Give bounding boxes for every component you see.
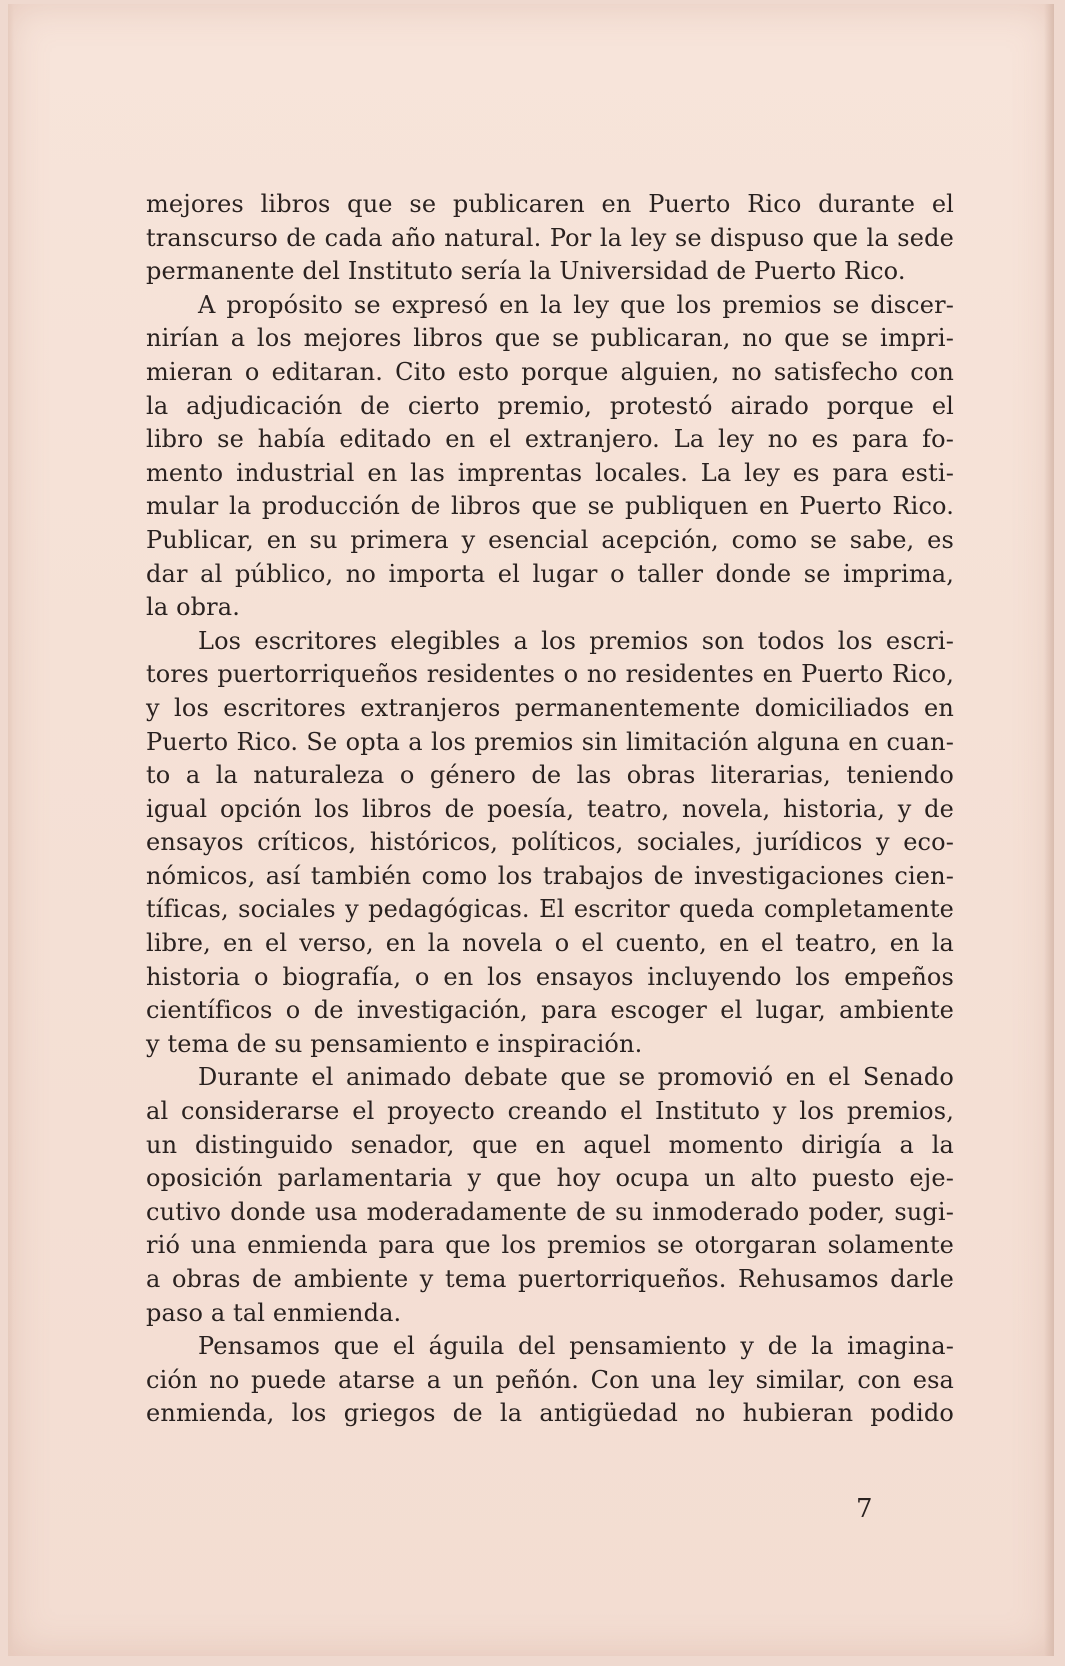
text-line: tíficas, sociales y pedagógicas. El escritor queda completamente <box>146 895 954 924</box>
text-line: mento industrial en las imprentas locales. La ley es para esti- <box>146 458 954 487</box>
text-line: Los escritores elegibles a los premios son todos los escri- <box>198 626 954 655</box>
text-line: tores puertorriqueños residentes o no residentes en Puerto Rico, <box>146 660 954 689</box>
text-line: ensayos críticos, históricos, políticos, sociales, jurídicos y eco- <box>146 828 954 857</box>
text-line: igual opción los libros de poesía, teatro, novela, historia, y de <box>146 794 954 823</box>
text-line: oposición parlamentaria y que hoy ocupa un alto puesto eje- <box>146 1164 954 1193</box>
text-line: Puerto Rico. Se opta a los premios sin limitación alguna en cuan- <box>146 727 954 756</box>
text-line: nirían a los mejores libros que se publicaran, no que se impri- <box>146 324 954 353</box>
text-line: al considerarse el proyecto creando el Instituto y los premios, <box>146 1097 954 1126</box>
text-line: Durante el animado debate que se promovió en el Senado <box>198 1063 954 1092</box>
text-line: científicos o de investigación, para escoger el lugar, ambiente <box>146 996 954 1025</box>
text-line: la adjudicación de cierto premio, protestó airado porque el <box>146 391 954 420</box>
scan-edge-left <box>8 4 14 1656</box>
text-line: permanente del Instituto sería la Universidad de Puerto Rico. <box>146 257 906 286</box>
page-number: 7 <box>856 1494 873 1524</box>
text-line: mejores libros que se publicaren en Puerto Rico durante el <box>146 190 954 218</box>
text-line: historia o biografía, o en los ensayos incluyendo los empeños <box>146 962 954 991</box>
text-line: ción no puede atarse a un peñón. Con una ley similar, con esa <box>146 1365 954 1394</box>
text-line: un distinguido senador, que en aquel momento dirigía a la <box>146 1130 954 1159</box>
text-line: Pensamos que el águila del pensamiento y de la imagina- <box>198 1332 954 1361</box>
text-line: dar al público, no importa el lugar o taller donde se imprima, <box>146 559 954 588</box>
text-line: Publicar, en su primera y esencial acepción, como se sabe, es <box>146 525 954 554</box>
text-line: to a la naturaleza o género de las obras literarias, teniendo <box>146 761 954 790</box>
text-line: libro se había editado en el extranjero. La ley no es para fo- <box>146 425 954 454</box>
text-line: paso a tal enmienda. <box>146 1298 402 1327</box>
text-line: mieran o editaran. Cito esto porque alguien, no satisfecho con <box>146 357 954 386</box>
text-line: A propósito se expresó en la ley que los premios se discer- <box>198 290 954 319</box>
text-line: a obras de ambiente y tema puertorriqueños. Rehusamos darle <box>146 1265 954 1293</box>
scan-edge-right <box>1044 4 1054 1656</box>
text-line: mular la producción de libros que se publiquen en Puerto Rico. <box>146 492 954 521</box>
text-line: nómicos, así también como los trabajos de investigaciones cien- <box>146 861 954 890</box>
text-line: cutivo donde usa moderadamente de su inmoderado poder, sugi- <box>146 1197 954 1226</box>
text-line: la obra. <box>146 593 241 622</box>
text-line: y los escritores extranjeros permanentemente domiciliados en <box>146 693 954 722</box>
text-line: transcurso de cada año natural. Por la ley se dispuso que la sede <box>146 223 954 252</box>
body-text <box>146 188 954 1431</box>
text-line: y tema de su pensamiento e inspiración. <box>146 1029 643 1058</box>
text-line: enmienda, los griegos de la antigüedad no hubieran podido <box>146 1399 954 1428</box>
text-line: rió una enmienda para que los premios se otorgaran solamente <box>146 1231 954 1260</box>
text-line: libre, en el verso, en la novela o el cuento, en el teatro, en la <box>146 929 954 958</box>
